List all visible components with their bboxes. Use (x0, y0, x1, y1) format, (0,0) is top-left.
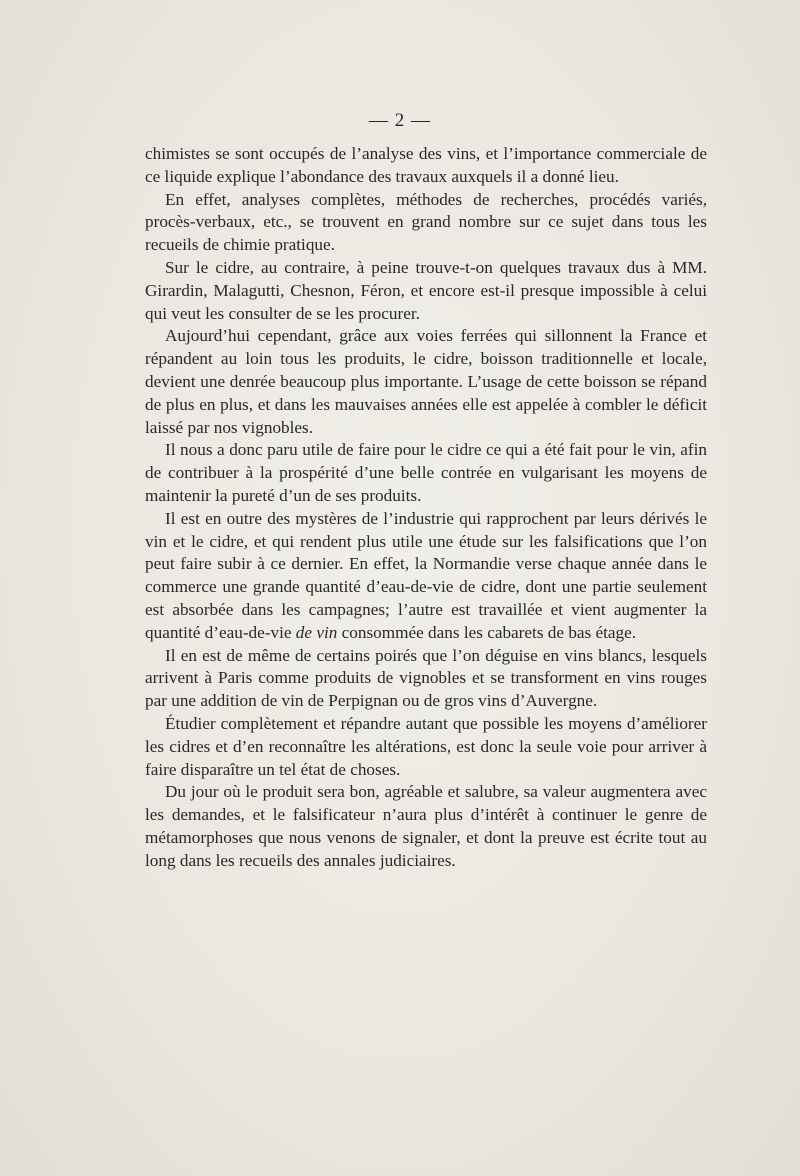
paragraph-3: Sur le cidre, au contraire, à peine trouve-t-on quelques travaux dus à MM. Girardin, Malagutti, Chesnon, Féron, et encore est-il presque impossible à celui qui veut les consulter de se les procurer. (145, 257, 707, 323)
paragraph-9: Du jour où le produit sera bon, agréable et salubre, sa valeur augmentera avec les demandes, et le falsificateur n’aura plus d’intérêt à continuer le genre de métamorphoses que nous venons de signaler, et dont la preuve est écrite tout au long dans les recueils des annales judiciaires. (145, 782, 707, 870)
paragraph-5: Il nous a donc paru utile de faire pour le cidre ce qui a été fait pour le vin, afin de contribuer à la prospérité d’une belle contrée en vulgarisant les moyens de maintenir la pureté d’un de ses produits. (145, 440, 707, 505)
paragraph-2: En effet, analyses complètes, méthodes de recherches, procédés variés, procès-verbaux, etc., se trouvent en grand nombre sur ce sujet dans tous les recueils de chimie pratique. (145, 189, 707, 255)
paragraph-7: Il en est de même de certains poirés que l’on déguise en vins blancs, lesquels arrivent à Paris comme produits de vignobles et se transforment en vins rouges par une addition de vin de Perpignan ou de gros vins d’Auvergne. (145, 645, 707, 711)
paragraph-1: chimistes se sont occupés de l’analyse des vins, et l’importance commerciale de ce liquide explique l’abondance des travaux auxquels il a donné lieu. (145, 144, 707, 186)
page-number: — 2 — (369, 110, 431, 131)
paragraph-6-text-before: Il est en outre des mystères de l’industrie qui rapprochent par leurs dérivés le vin et le cidre, et qui rendent plus utile une étude sur les falsifications que l’on peut faire subir à ce dernier. En effet, la Normandie verse chaque année dans le commerce une grande quantité d’eau-de-vie de cidre, dont une partie seulement est absorbée dans les campagnes; l’autre est travaillée et vient augmenter la quantité d’eau-de-vie (145, 508, 707, 642)
paragraph-6 (145, 508, 707, 645)
body-text (145, 143, 707, 873)
paragraph-6-italic: de vin (295, 622, 338, 642)
paragraph-4: Aujourd’hui cependant, grâce aux voies ferrées qui sillonnent la France et répandent au loin tous les produits, le cidre, boisson traditionnelle et locale, devient une denrée beaucoup plus importante. L’usage de cette boisson se répand de plus en plus, et dans les mauvaises années elle est appelée à combler le déficit laissé par nos vignobles. (145, 326, 707, 437)
paragraph-8: Étudier complètement et répandre autant que possible les moyens d’améliorer les cidres et d’en reconnaître les altérations, est donc la seule voie pour arriver à faire disparaître un tel état de choses. (145, 713, 707, 779)
paragraph-6-text-after: consommée dans les cabarets de bas étage. (337, 622, 637, 642)
